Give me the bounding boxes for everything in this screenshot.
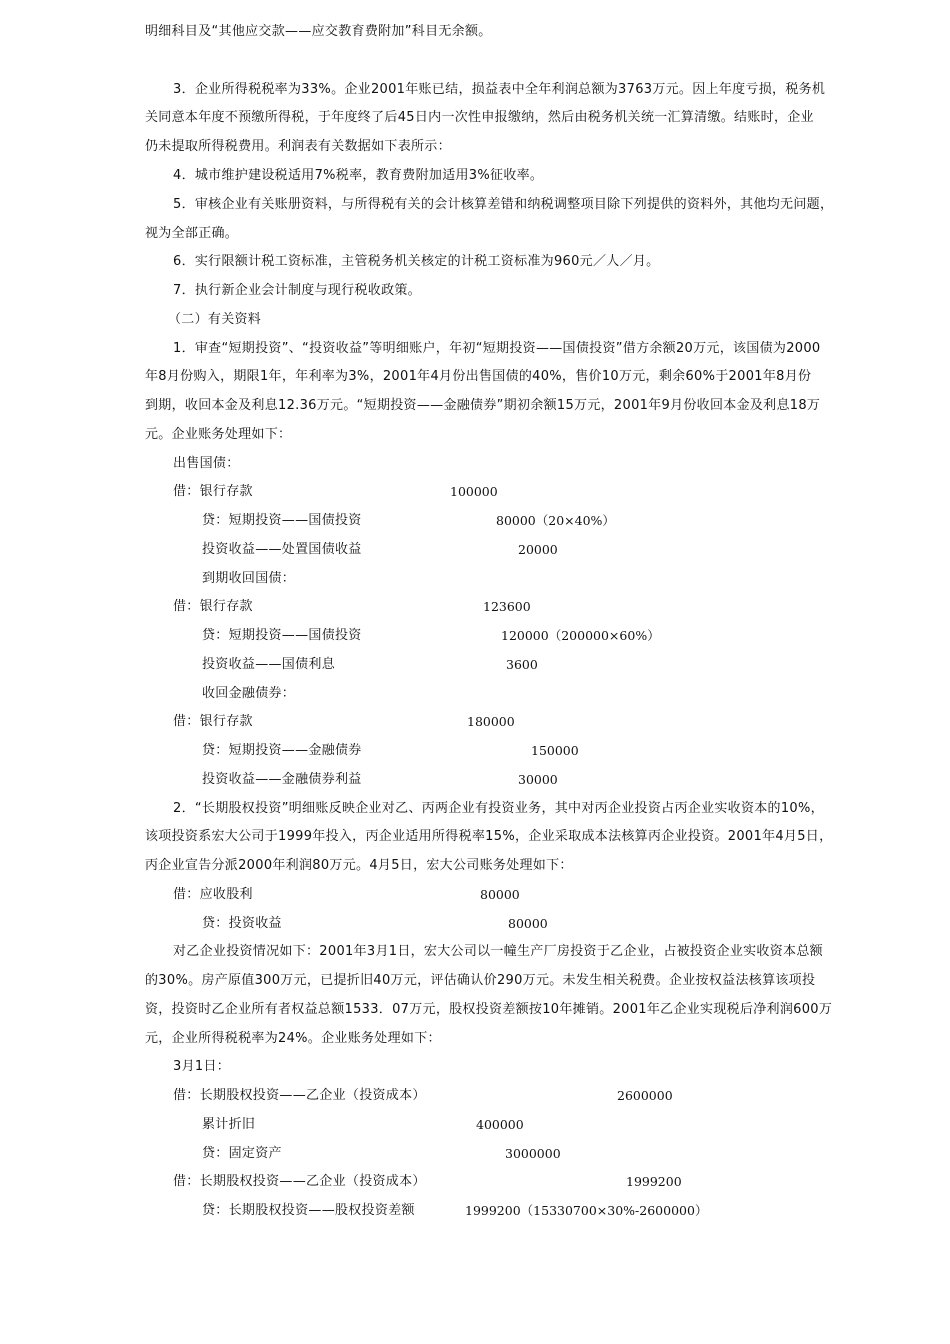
text-line: 3．企业所得税税率为33%。企业2001年账已结，损益表中全年利润总额为3763万元。因上年度亏损，税务机 [173, 82, 826, 97]
journal-line: 贷：短期投资——国债投资 [202, 628, 362, 643]
journal-line: 贷：短期投资——金融债券 [202, 743, 362, 758]
text-line: 对乙企业投资情况如下：2001年3月1日，宏大公司以一幢生产厂房投资于乙企业，占被投资企业实收资本总额 [173, 944, 823, 959]
text-line: 的30%。房产原值300万元，已提折旧40万元，评估确认价290万元。未发生相关税费。企业按权益法核算该项投 [145, 973, 816, 988]
section-heading: （二）有关资料 [168, 312, 262, 327]
journal-line: 投资收益——处置国债收益 [202, 542, 362, 557]
text-line: 视为全部正确。 [145, 226, 239, 241]
journal-amount: 1999200 [626, 1174, 682, 1189]
text-line: 5．审核企业有关账册资料，与所得税有关的会计核算差错和纳税调整项目除下列提供的资料外，其他均无问题， [173, 197, 834, 212]
journal-amount: 400000 [476, 1117, 524, 1132]
journal-line: 贷：长期股权投资——股权投资差额 [202, 1203, 415, 1218]
journal-amount: 1999200（15330700×30%-2600000） [465, 1203, 708, 1218]
text-line: 关同意本年度不预缴所得税，于年度终了后45日内一次性申报缴纳，然后由税务机关统一汇算清缴。结账时，企业 [145, 110, 814, 125]
journal-line: 借：银行存款 [173, 599, 253, 614]
journal-line: 借：应收股利 [173, 887, 253, 902]
text-line: 6．实行限额计税工资标准，主管税务机关核定的计税工资标准为960元／人／月。 [173, 254, 660, 269]
journal-line: 贷：短期投资——国债投资 [202, 513, 362, 528]
text-line: 元。企业账务处理如下： [145, 427, 292, 442]
journal-amount: 80000 [480, 887, 520, 902]
text-line: 1．审查“短期投资”、“投资收益”等明细账户，年初“短期投资——国债投资”借方余额20万元，该国债为2000 [173, 341, 821, 356]
text-line: 收回金融债券： [202, 686, 296, 701]
text-line: 7．执行新企业会计制度与现行税收政策。 [173, 283, 421, 298]
text-line: 4．城市维护建设税适用7%税率，教育费附加适用3%征收率。 [173, 168, 544, 183]
text-line: 2．“长期股权投资”明细账反映企业对乙、丙两企业有投资业务，其中对丙企业投资占丙企业实收资本的10%， [173, 801, 824, 816]
journal-line: 累计折旧 [202, 1117, 256, 1132]
text-line: 该项投资系宏大公司于1999年投入，丙企业适用所得税率15%，企业采取成本法核算丙企业投资。2001年4月5日， [145, 829, 833, 844]
journal-amount: 120000（200000×60%） [501, 628, 660, 643]
text-line: 仍未提取所得税费用。利润表有关数据如下表所示： [145, 139, 451, 154]
journal-line: 贷：固定资产 [202, 1146, 282, 1161]
journal-amount: 80000（20×40%） [496, 513, 615, 528]
journal-line: 投资收益——国债利息 [202, 657, 335, 672]
journal-line: 借：银行存款 [173, 714, 253, 729]
journal-line: 借：银行存款 [173, 484, 253, 499]
journal-amount: 2600000 [617, 1088, 673, 1103]
text-line: 到期收回国债： [202, 571, 296, 586]
text-line: 明细科目及“其他应交款——应交教育费附加”科目无余额。 [145, 24, 492, 39]
journal-amount: 180000 [467, 714, 515, 729]
text-line: 出售国债： [173, 456, 240, 471]
journal-amount: 30000 [518, 772, 558, 787]
journal-line: 借：长期股权投资——乙企业（投资成本） [173, 1174, 426, 1189]
text-line: 资，投资时乙企业所有者权益总额1533．07万元，股权投资差额按10年摊销。2001年乙企业实现税后净利润600万 [145, 1002, 833, 1017]
journal-amount: 3600 [506, 657, 538, 672]
journal-amount: 123600 [483, 599, 531, 614]
journal-amount: 150000 [531, 743, 579, 758]
text-line: 3月1日： [173, 1059, 231, 1074]
journal-amount: 100000 [450, 484, 498, 499]
text-line: 元，企业所得税税率为24%。企业账务处理如下： [145, 1031, 441, 1046]
journal-line: 投资收益——金融债券利益 [202, 772, 362, 787]
journal-line: 借：长期股权投资——乙企业（投资成本） [173, 1088, 426, 1103]
journal-amount: 20000 [518, 542, 558, 557]
text-line: 丙企业宣告分派2000年利润80万元。4月5日，宏大公司账务处理如下： [145, 858, 573, 873]
journal-line: 贷：投资收益 [202, 916, 282, 931]
journal-amount: 80000 [508, 916, 548, 931]
text-line: 到期，收回本金及利息12.36万元。“短期投资——金融债券”期初余额15万元，2001年9月份收回本金及利息18万 [145, 398, 821, 413]
text-line: 年8月份购入，期限1年，年利率为3%，2001年4月份出售国债的40%，售价10万元，剩余60%于2001年8月份 [145, 369, 812, 384]
journal-amount: 3000000 [505, 1146, 561, 1161]
